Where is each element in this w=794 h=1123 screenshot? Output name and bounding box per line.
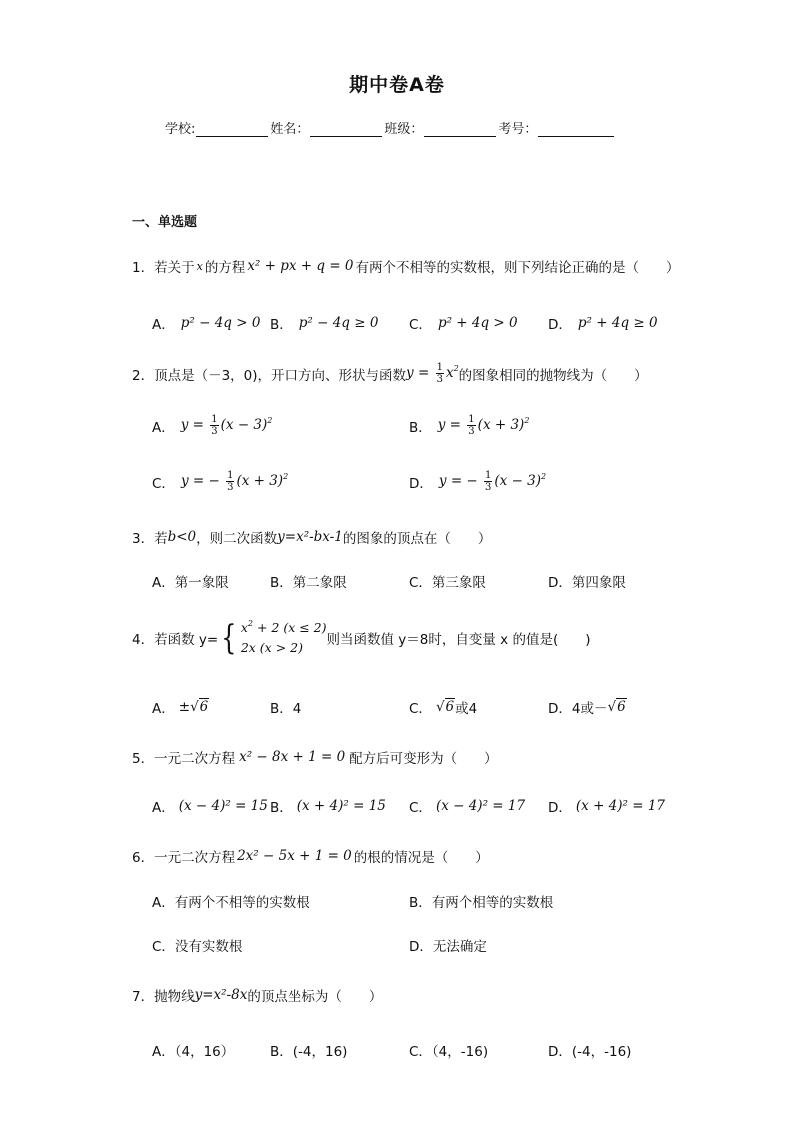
school-label: 学校: [165,122,196,137]
question-number: 2． [132,367,155,384]
option-d[interactable]: D． (x + 4)² = 17 [548,798,666,816]
question-text: 若 [154,531,168,547]
option-b[interactable]: B．(-4，16) [270,1044,348,1060]
question-3 [132,527,491,547]
question-text: 则当函数值 y＝8时，自变量 x 的值是( ) [326,632,591,648]
math-var: x [196,259,203,273]
question-text: 配方后可变形为（ ） [349,751,498,767]
math-equation: x² − 8x + 1 = 0 [239,749,346,765]
question-7 [132,985,382,1005]
piecewise-brace: { [221,618,237,658]
option-d[interactable]: D． p² + 4q ≥ 0 [548,315,658,333]
section-title: 一、单选题 [132,215,198,230]
question-text: 的顶点坐标为（ ） [247,989,383,1005]
option-b[interactable]: B． (x + 4)² = 15 [270,798,386,816]
question-text: ，则二次函数 [196,531,278,547]
option-c[interactable]: C．（4，-16) [409,1044,489,1060]
math-condition: b<0 [167,529,197,545]
option-d[interactable]: D．第四象限 [548,575,626,591]
page-title: 期中卷A卷 [349,74,445,96]
option-c[interactable]: C． (x − 4)² = 17 [409,798,526,816]
option-b[interactable]: B． p² − 4q ≥ 0 [270,315,379,333]
question-4 [132,618,591,658]
name-blank[interactable] [310,123,382,137]
option-d[interactable]: D． y = − $\frac{1}{3}$ $(x - 3)^2$ [409,470,547,493]
question-number: 6． [132,850,155,866]
option-a[interactable]: A．有两个不相等的实数根 [152,895,310,911]
question-2 [132,362,648,385]
piecewise-cases: $x^2 + 2$ (x ≤ 2) 2x (x > 2) [240,619,327,655]
question-number: 7． [132,989,155,1005]
question-text: 的图象相同的抛物线为（ ） [458,367,648,384]
question-text: 的方程 [204,260,246,276]
option-c[interactable]: C．没有实数根 [152,939,243,955]
math-equation: 2x² − 5x + 1 = 0 [237,848,352,864]
exam-no-label: 考号： [498,122,538,137]
question-text: 有两个不相等的实数根，则下列结论正确的是（ ） [355,260,680,276]
question-number: 3． [132,531,155,547]
question-1 [132,256,680,276]
option-d[interactable]: D．无法确定 [409,939,487,955]
name-label: 姓名： [270,122,310,137]
option-a[interactable]: A． (x − 4)² = 15 [152,798,268,816]
option-c[interactable]: C． y = − $\frac{1}{3}$ $(x + 3)^2$ [152,470,289,493]
student-info-line [165,118,616,137]
math-function: y=x²-bx-1 [277,529,343,545]
class-blank[interactable] [424,123,496,137]
question-number: 5． [132,751,155,767]
option-a[interactable]: A． ± √6 [152,699,209,717]
question-text: 的根的情况是（ ） [353,850,489,866]
option-b[interactable]: B．4 [270,701,302,717]
class-label: 班级： [384,122,424,137]
option-a[interactable]: A．（4，16） [152,1044,235,1060]
question-5 [132,747,498,767]
question-6 [132,846,489,866]
option-a[interactable]: A． p² − 4q > 0 [152,315,261,333]
option-c[interactable]: C． √6 或4 [409,699,478,717]
question-text: 抛物线 [154,989,195,1005]
math-function: y = $\frac{1}{3}$ $x^2$ [406,362,459,385]
question-number: 4． [132,632,155,648]
option-d[interactable]: D．(-4，-16) [548,1044,632,1060]
option-b[interactable]: B．有两个相等的实数根 [409,895,554,911]
question-text: 若关于 [154,260,195,276]
math-function: y=x²-8x [194,987,248,1003]
option-c[interactable]: C．第三象限 [409,575,486,591]
option-b[interactable]: B．第二象限 [270,575,347,591]
option-b[interactable]: B． y = $\frac{1}{3}$ $(x + 3)^2$ [409,414,530,437]
option-a[interactable]: A．第一象限 [152,575,229,591]
question-text: 若函数 y= [154,632,219,648]
option-a[interactable]: A． y = $\frac{1}{3}$ $(x - 3)^2$ [152,414,273,437]
question-text: 顶点是（－3，0)，开口方向、形状与函数 [154,367,407,384]
math-equation: x² + px + q = 0 [247,258,354,274]
question-text: 一元二次方程 [154,850,236,866]
option-d[interactable]: D．4或－ √6 [548,699,626,717]
question-text: 一元二次方程 [154,751,236,767]
exam-no-blank[interactable] [538,123,614,137]
school-blank[interactable] [196,123,268,137]
question-text: 的图象的顶点在（ ） [342,531,492,547]
question-number: 1． [132,260,155,276]
option-c[interactable]: C． p² + 4q > 0 [409,315,518,333]
